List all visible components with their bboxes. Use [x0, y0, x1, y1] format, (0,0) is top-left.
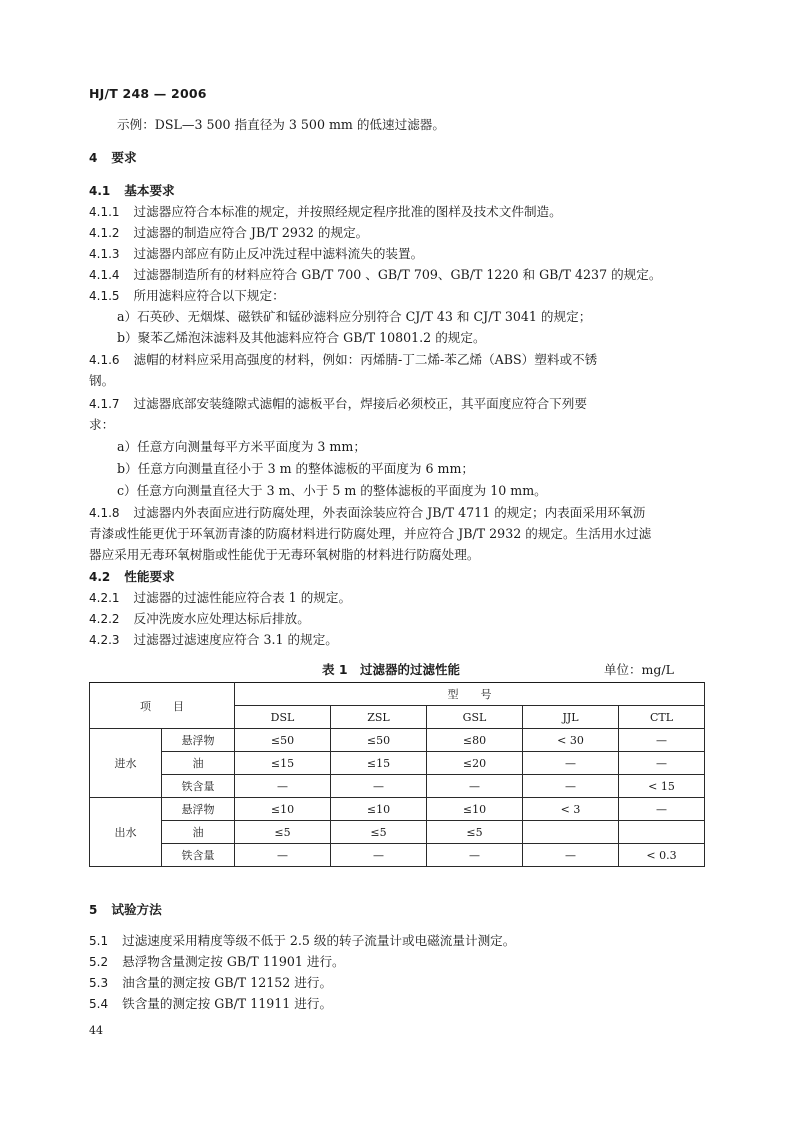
table-row [90, 752, 705, 775]
table-unit: 单位：mg/L [604, 662, 674, 677]
section-title: 基本要求 [124, 183, 175, 198]
clause-5-2 [89, 951, 704, 973]
section-title: 性能要求 [124, 569, 175, 584]
section-title: 要求 [111, 150, 137, 165]
section-number: 4.2 [89, 570, 111, 584]
clause-4-1-5 [89, 285, 704, 307]
table-row [90, 775, 705, 798]
section-title: 试验方法 [111, 902, 162, 917]
clause-text: 滤帽的材料应采用高强度的材料，例如：丙烯腈-丁二烯-苯乙烯（ABS）塑料或不锈 [133, 352, 598, 367]
value-cell: — [331, 775, 427, 798]
value-cell: — [619, 752, 705, 775]
clause-text: 铁含量的测定按 GB/T 11911 进行。 [122, 996, 333, 1011]
value-cell: < 3 [523, 798, 619, 821]
model-cell: DSL [235, 706, 331, 729]
clause-4-1-5-b: b）聚苯乙烯泡沫滤料及其他滤料应符合 GB/T 10801.2 的规定。 [117, 330, 486, 345]
clause-4-1-7-a: a）任意方向测量每平方米平面度为 3 mm； [117, 439, 366, 454]
section-5-heading [89, 899, 704, 921]
clause-4-1-1 [89, 201, 704, 223]
value-cell: — [331, 844, 427, 867]
value-cell: ≤5 [427, 821, 523, 844]
clause-number: 5.3 [89, 976, 109, 990]
page-number: 44 [89, 1024, 103, 1037]
value-cell: — [523, 844, 619, 867]
value-cell: ≤10 [331, 798, 427, 821]
clause-text: 反冲洗废水应处理达标后排放。 [133, 611, 310, 626]
model-cell: GSL [427, 706, 523, 729]
param-cell: 铁含量 [162, 775, 235, 798]
value-cell: — [427, 844, 523, 867]
value-cell: < 15 [619, 775, 705, 798]
clause-text: 油含量的测定按 GB/T 12152 进行。 [122, 975, 333, 990]
value-cell: — [523, 775, 619, 798]
clause-5-4 [89, 993, 704, 1015]
clause-4-1-5-a: a）石英砂、无烟煤、磁铁矿和锰砂滤料应分别符合 CJ/T 43 和 CJ/T 3041 的规定； [117, 309, 592, 324]
clause-4-1-6-continued: 钢。 [89, 373, 115, 388]
clause-number: 4.1.8 [89, 506, 120, 520]
document-id: HJ/T 248 — 2006 [89, 86, 207, 101]
value-cell [619, 821, 705, 844]
value-cell: ≤15 [331, 752, 427, 775]
clause-number: 5.4 [89, 997, 109, 1011]
section-number: 5 [89, 903, 98, 917]
param-cell: 油 [162, 752, 235, 775]
clause-4-2-2 [89, 608, 704, 630]
clause-text: 所用滤料应符合以下规定： [133, 288, 285, 303]
clause-number: 4.2.1 [89, 591, 120, 605]
section-4-2-heading [89, 566, 704, 588]
group-label: 进水 [90, 729, 162, 798]
model-cell: ZSL [331, 706, 427, 729]
value-cell: ≤5 [331, 821, 427, 844]
clause-5-3 [89, 972, 704, 994]
value-cell: ≤50 [331, 729, 427, 752]
value-cell: < 30 [523, 729, 619, 752]
clause-number: 5.1 [89, 934, 109, 948]
value-cell: ≤10 [427, 798, 523, 821]
value-cell: ≤80 [427, 729, 523, 752]
section-4-heading [89, 147, 704, 169]
clause-number: 4.1.6 [89, 353, 120, 367]
clause-text: 过滤器内部应有防止反冲洗过程中滤料流失的装置。 [133, 246, 424, 261]
clause-4-1-8-line2: 青漆或性能更优于环氧沥青漆的防腐材料进行防腐处理，并应符合 JB/T 2932 的规定。生活用水过滤 [89, 526, 652, 541]
clause-text: 过滤器的过滤性能应符合表 1 的规定。 [133, 590, 352, 605]
model-cell: CTL [619, 706, 705, 729]
section-number: 4.1 [89, 184, 111, 198]
clause-4-1-4 [89, 264, 704, 286]
clause-text: 过滤速度采用精度等级不低于 2.5 级的转子流量计或电磁流量计测定。 [122, 933, 516, 948]
clause-number: 4.1.3 [89, 247, 120, 261]
clause-4-2-1 [89, 587, 704, 609]
value-cell: — [235, 775, 331, 798]
param-cell: 油 [162, 821, 235, 844]
table-row [90, 844, 705, 867]
group-label: 出水 [90, 798, 162, 867]
table-title: 表 1 过滤器的过滤性能 [322, 662, 461, 677]
clause-4-1-7-c: c）任意方向测量直径大于 3 m、小于 5 m 的整体滤板的平面度为 10 mm。 [117, 483, 547, 498]
clause-number: 4.1.2 [89, 226, 120, 240]
clause-text: 过滤器过滤速度应符合 3.1 的规定。 [133, 632, 338, 647]
clause-4-1-7-continued: 求： [89, 417, 115, 432]
clause-4-1-7 [89, 393, 704, 415]
clause-text: 过滤器制造所有的材料应符合 GB/T 700 、GB/T 709、GB/T 1220 和 GB/T 4237 的规定。 [133, 267, 662, 282]
clause-4-1-3 [89, 243, 704, 265]
clause-4-1-8-line3: 器应采用无毒环氧树脂或性能优于无毒环氧树脂的材料进行防腐处理。 [89, 547, 480, 562]
clause-4-2-3 [89, 629, 704, 651]
example-text: 示例：DSL—3 500 指直径为 3 500 mm 的低速过滤器。 [117, 117, 445, 132]
value-cell: — [523, 752, 619, 775]
model-cell: JJL [523, 706, 619, 729]
value-cell: — [619, 729, 705, 752]
clause-number: 4.1.7 [89, 397, 120, 411]
value-cell: < 0.3 [619, 844, 705, 867]
table-row [90, 798, 705, 821]
clause-4-1-6 [89, 349, 704, 371]
param-cell: 悬浮物 [162, 798, 235, 821]
item-header: 项 目 [90, 683, 235, 729]
table-row [90, 729, 705, 752]
value-cell [523, 821, 619, 844]
model-header: 型 号 [235, 683, 705, 706]
filter-performance-table [89, 682, 705, 867]
value-cell: ≤5 [235, 821, 331, 844]
clause-4-1-2 [89, 222, 704, 244]
clause-5-1 [89, 930, 704, 952]
section-4-1-heading [89, 180, 704, 202]
section-number: 4 [89, 151, 98, 165]
param-cell: 铁含量 [162, 844, 235, 867]
clause-4-1-7-b: b）任意方向测量直径小于 3 m 的整体滤板的平面度为 6 mm； [117, 461, 474, 476]
table-row [90, 821, 705, 844]
value-cell: ≤20 [427, 752, 523, 775]
clause-text: 过滤器的制造应符合 JB/T 2932 的规定。 [133, 225, 369, 240]
clause-number: 4.1.4 [89, 268, 120, 282]
clause-number: 4.1.1 [89, 205, 120, 219]
value-cell: ≤10 [235, 798, 331, 821]
clause-text: 过滤器应符合本标准的规定，并按照经规定程序批准的图样及技术文件制造。 [133, 204, 562, 219]
value-cell: — [235, 844, 331, 867]
value-cell: — [619, 798, 705, 821]
clause-text: 过滤器内外表面应进行防腐处理，外表面涂装应符合 JB/T 4711 的规定；内表面采用环氧沥 [133, 505, 646, 520]
clause-number: 5.2 [89, 955, 109, 969]
clause-4-1-8 [89, 502, 704, 524]
clause-text: 过滤器底部安装缝隙式滤帽的滤板平台，焊接后必须校正，其平面度应符合下列要 [133, 396, 587, 411]
clause-number: 4.2.2 [89, 612, 120, 626]
param-cell: 悬浮物 [162, 729, 235, 752]
value-cell: ≤50 [235, 729, 331, 752]
value-cell: ≤15 [235, 752, 331, 775]
clause-number: 4.2.3 [89, 633, 120, 647]
value-cell: — [427, 775, 523, 798]
clause-text: 悬浮物含量测定按 GB/T 11901 进行。 [122, 954, 345, 969]
clause-number: 4.1.5 [89, 289, 120, 303]
